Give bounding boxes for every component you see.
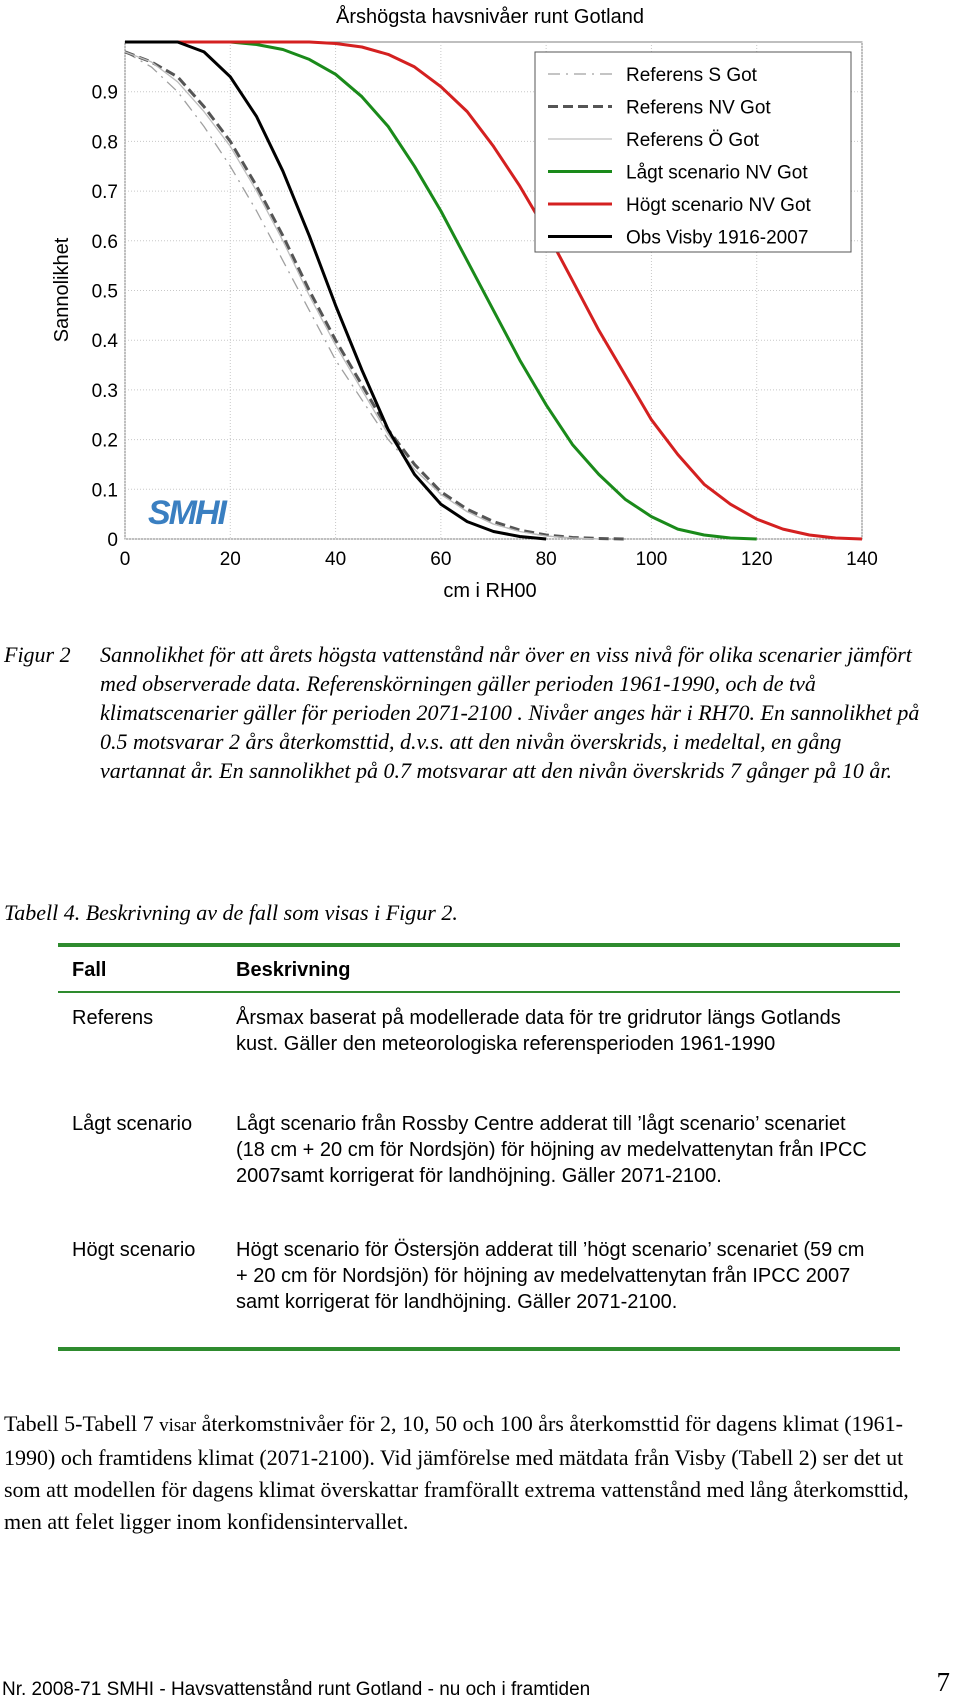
- footer-text: Nr. 2008-71 SMHI - Havsvattenstånd runt Gotland - nu och i framtiden: [2, 1679, 591, 1700]
- table-header-rule: [58, 991, 900, 993]
- x-tick-label: 60: [430, 549, 452, 570]
- legend: [535, 52, 851, 252]
- smhi-logo: SMHI: [148, 494, 225, 532]
- y-tick-label: 0: [107, 530, 118, 551]
- caption-label: Figur 2: [4, 642, 71, 667]
- x-tick-label: 100: [635, 549, 668, 570]
- caption-text: Sannolikhet för att årets högsta vattenstånd når över en viss nivå för olika scenarier jämfört med observerade data. Referenskörningen gäller perioden 1961-1990, och de två klimatscenarier gäller för perioden 2071-2100 . Nivåer anges här i RH70. En sannolikhet på 0.5 motsvarar 2 års återkomsttid, d.v.s. att den nivån överskrids, i medeltal, en gång vartannat år. En sannolikhet på 0.7 motsvarar att den nivån överskrids 7 gånger på 10 år.: [100, 642, 920, 783]
- x-axis-label: cm i RH00: [443, 580, 537, 602]
- x-tick-label: 0: [119, 549, 131, 570]
- y-tick-label: 0.1: [91, 480, 118, 502]
- probability-chart: [0, 0, 960, 610]
- table-row-fall: Högt scenario: [72, 1239, 196, 1261]
- table-row-desc: Årsmax baserat på modellerade data för tre gridrutor längs Gotlands kust. Gäller den meteorologiska referensperioden 1961-1990: [236, 1007, 841, 1055]
- table-header-beskrivning: Beskrivning: [236, 959, 351, 981]
- y-tick-labels: [92, 83, 119, 551]
- body-paragraph: [4, 1408, 934, 1538]
- table-row-fall: Referens: [72, 1007, 154, 1029]
- table-title: Tabell 4. Beskrivning av de fall som visas i Figur 2.: [4, 900, 458, 925]
- y-tick-label: 0.2: [91, 430, 118, 452]
- table-header-fall: Fall: [72, 959, 107, 981]
- paragraph-verb: visar: [159, 1415, 197, 1436]
- y-tick-label: 0.5: [91, 281, 118, 303]
- y-tick-label: 0.7: [91, 182, 118, 204]
- y-tick-label: 0.6: [91, 231, 118, 253]
- paragraph-lead: Tabell 5-Tabell 7: [4, 1411, 154, 1436]
- page-footer: [0, 1667, 950, 1703]
- table-row-desc: Lågt scenario från Rossby Centre adderat till ’lågt scenario’ scenariet (18 cm + 20 cm för Nordsjön) för höjning av medelvattenytan från IPCC 2007samt korrigerat för landhöjning. Gäller 2071-2100.: [236, 1113, 867, 1187]
- table-row-desc: Högt scenario för Östersjön adderat till ’högt scenario’ scenariet (59 cm + 20 cm för Nordsjön) för höjning av medelvattenytan från IPCC 2007 samt korrigerat för landhöjning. Gäller 2071-2100.: [236, 1239, 865, 1313]
- chart-title: Årshögsta havsnivåer runt Gotland: [336, 6, 644, 28]
- x-tick-label: 80: [535, 549, 557, 570]
- legend-label: Referens NV Got: [626, 97, 771, 119]
- x-tick-labels: [120, 549, 878, 570]
- y-tick-label: 0.8: [91, 132, 118, 154]
- y-tick-label: 0.9: [91, 82, 118, 104]
- legend-label: Obs Visby 1916-2007: [626, 227, 809, 249]
- x-tick-label: 40: [325, 549, 347, 570]
- y-axis-label: Sannolikhet: [51, 237, 73, 343]
- x-tick-label: 120: [740, 549, 773, 570]
- table-bottom-rule: [58, 1347, 900, 1351]
- legend-label: Referens Ö Got: [626, 130, 760, 151]
- y-tick-label: 0.3: [91, 380, 118, 402]
- x-tick-label: 140: [846, 549, 878, 570]
- paragraph-rest: återkomstnivåer för 2, 10, 50 och 100 års återkomsttid för dagens klimat (1961-1990) och framtidens klimat (2071-2100). Vid jämförelse med mätdata från Visby (Tabell 2) ser det ut som att modellen för dagens klimat överskattar framförallt extrema vattenstånd med lång återkomsttid, men att felet ligger inom konfidensintervallet.: [4, 1411, 909, 1534]
- legend-label: Högt scenario NV Got: [626, 195, 811, 216]
- x-tick-label: 20: [219, 549, 241, 570]
- legend-label: Lågt scenario NV Got: [626, 162, 808, 184]
- table-row-fall: Lågt scenario: [72, 1113, 193, 1135]
- table-top-rule: [58, 943, 900, 947]
- page-number: 7: [936, 1667, 950, 1697]
- y-tick-label: 0.4: [91, 331, 118, 353]
- legend-label: Referens S Got: [626, 65, 757, 86]
